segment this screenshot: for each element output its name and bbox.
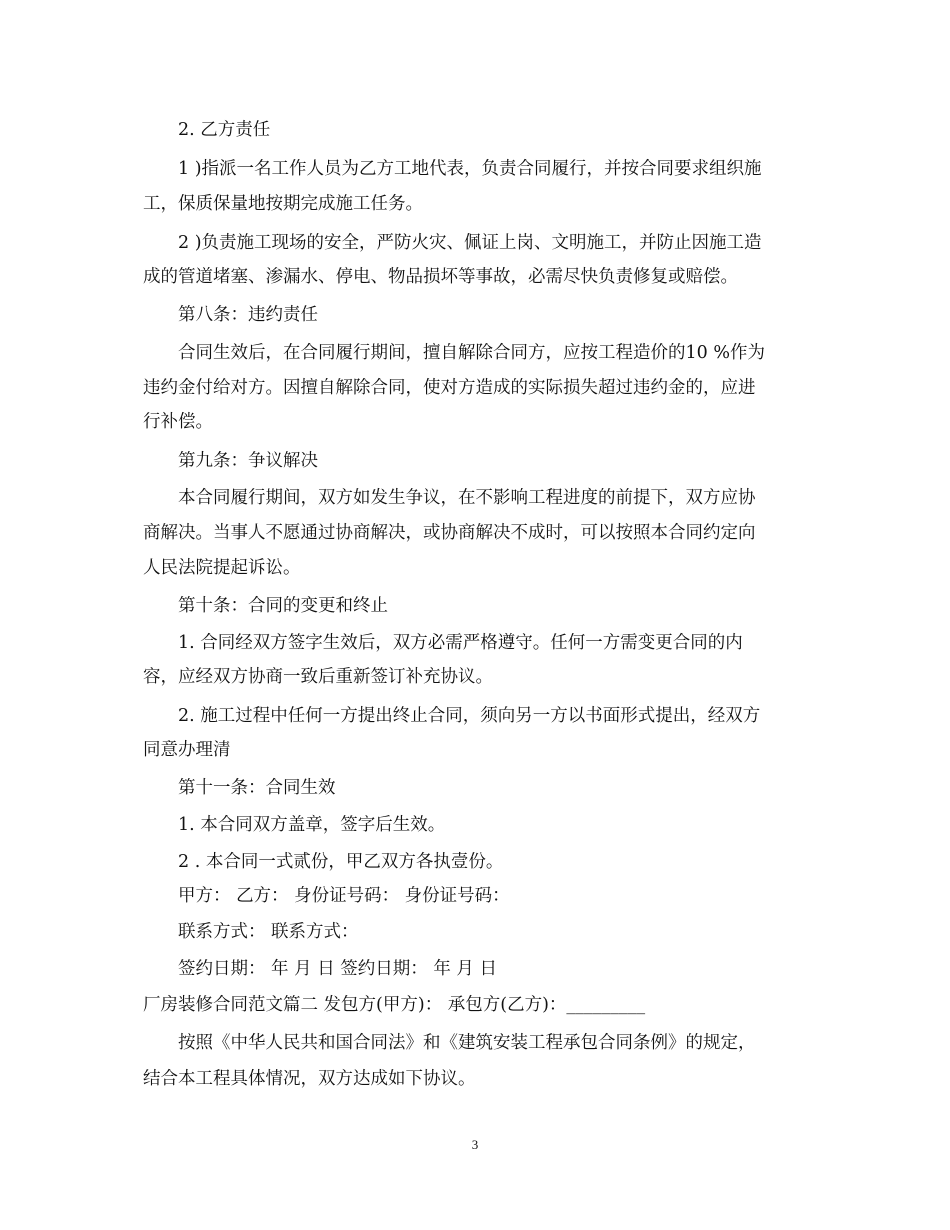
paragraph-line: 行补偿。 xyxy=(143,412,213,432)
section-title-line: 厂房装修合同范文篇二 发包方(甲方)： 承包方(乙方)：_________ xyxy=(143,995,646,1015)
paragraph-line: 1. 本合同双方盖章，签字后生效。 xyxy=(178,815,446,835)
paragraph-line: 2 )负责施工现场的安全，严防火灾、佩证上岗、文明施工，并防止因施工造 xyxy=(178,233,762,253)
paragraph-line: 人民法院提起诉讼。 xyxy=(143,558,301,578)
paragraph-line: 合同生效后，在合同履行期间，擅自解除合同方，应按工程造价的10 %作为 xyxy=(178,343,765,363)
paragraph-line: 违约金付给对方。因擅自解除合同，使对方造成的实际损失超过违约金的，应进 xyxy=(143,378,756,398)
heading-article-10: 第十条：合同的变更和终止 xyxy=(178,596,388,616)
paragraph-line: 工，保质保量地按期完成施工任务。 xyxy=(143,194,423,214)
heading-article-8: 第八条：违约责任 xyxy=(178,305,318,325)
paragraph-line: 按照《中华人民共和国合同法》和《建筑安装工程承包合同条例》的规定， xyxy=(178,1033,756,1053)
paragraph-line: 容，应经双方协商一致后重新签订补充协议。 xyxy=(143,667,493,687)
paragraph-line: 1 )指派一名工作人员为乙方工地代表，负责合同履行，并按合同要求组织施 xyxy=(178,159,762,179)
paragraph-line: 成的管道堵塞、渗漏水、停电、物品损坏等事故，必需尽快负责修复或赔偿。 xyxy=(143,267,738,287)
signature-parties-line: 甲方： 乙方： 身份证号码： 身份证号码： xyxy=(178,886,510,906)
paragraph-line: 2. 施工过程中任何一方提出终止合同，须向另一方以书面形式提出，经双方 xyxy=(178,706,761,726)
heading-article-9: 第九条：争议解决 xyxy=(178,451,318,471)
paragraph-line: 1. 合同经双方签字生效后，双方必需严格遵守。任何一方需变更合同的内 xyxy=(178,633,743,653)
paragraph-line: 同意办理清 xyxy=(143,740,231,760)
heading-article-11: 第十一条：合同生效 xyxy=(178,778,336,798)
signing-date-line: 签约日期： 年 月 日 签约日期： 年 月 日 xyxy=(178,959,497,979)
page-number: 3 xyxy=(471,1137,479,1152)
contact-line: 联系方式： 联系方式： xyxy=(178,922,359,942)
heading-party-b-responsibility: 2. 乙方责任 xyxy=(178,120,271,140)
paragraph-line: 商解决。当事人不愿通过协商解决，或协商解决不成时，可以按照本合同约定向 xyxy=(143,523,756,543)
paragraph-line: 本合同履行期间，双方如发生争议，在不影响工程进度的前提下，双方应协 xyxy=(178,488,756,508)
paragraph-line: 2 . 本合同一式贰份，甲乙双方各执壹份。 xyxy=(178,852,504,872)
paragraph-line: 结合本工程具体情况，双方达成如下协议。 xyxy=(143,1069,476,1089)
